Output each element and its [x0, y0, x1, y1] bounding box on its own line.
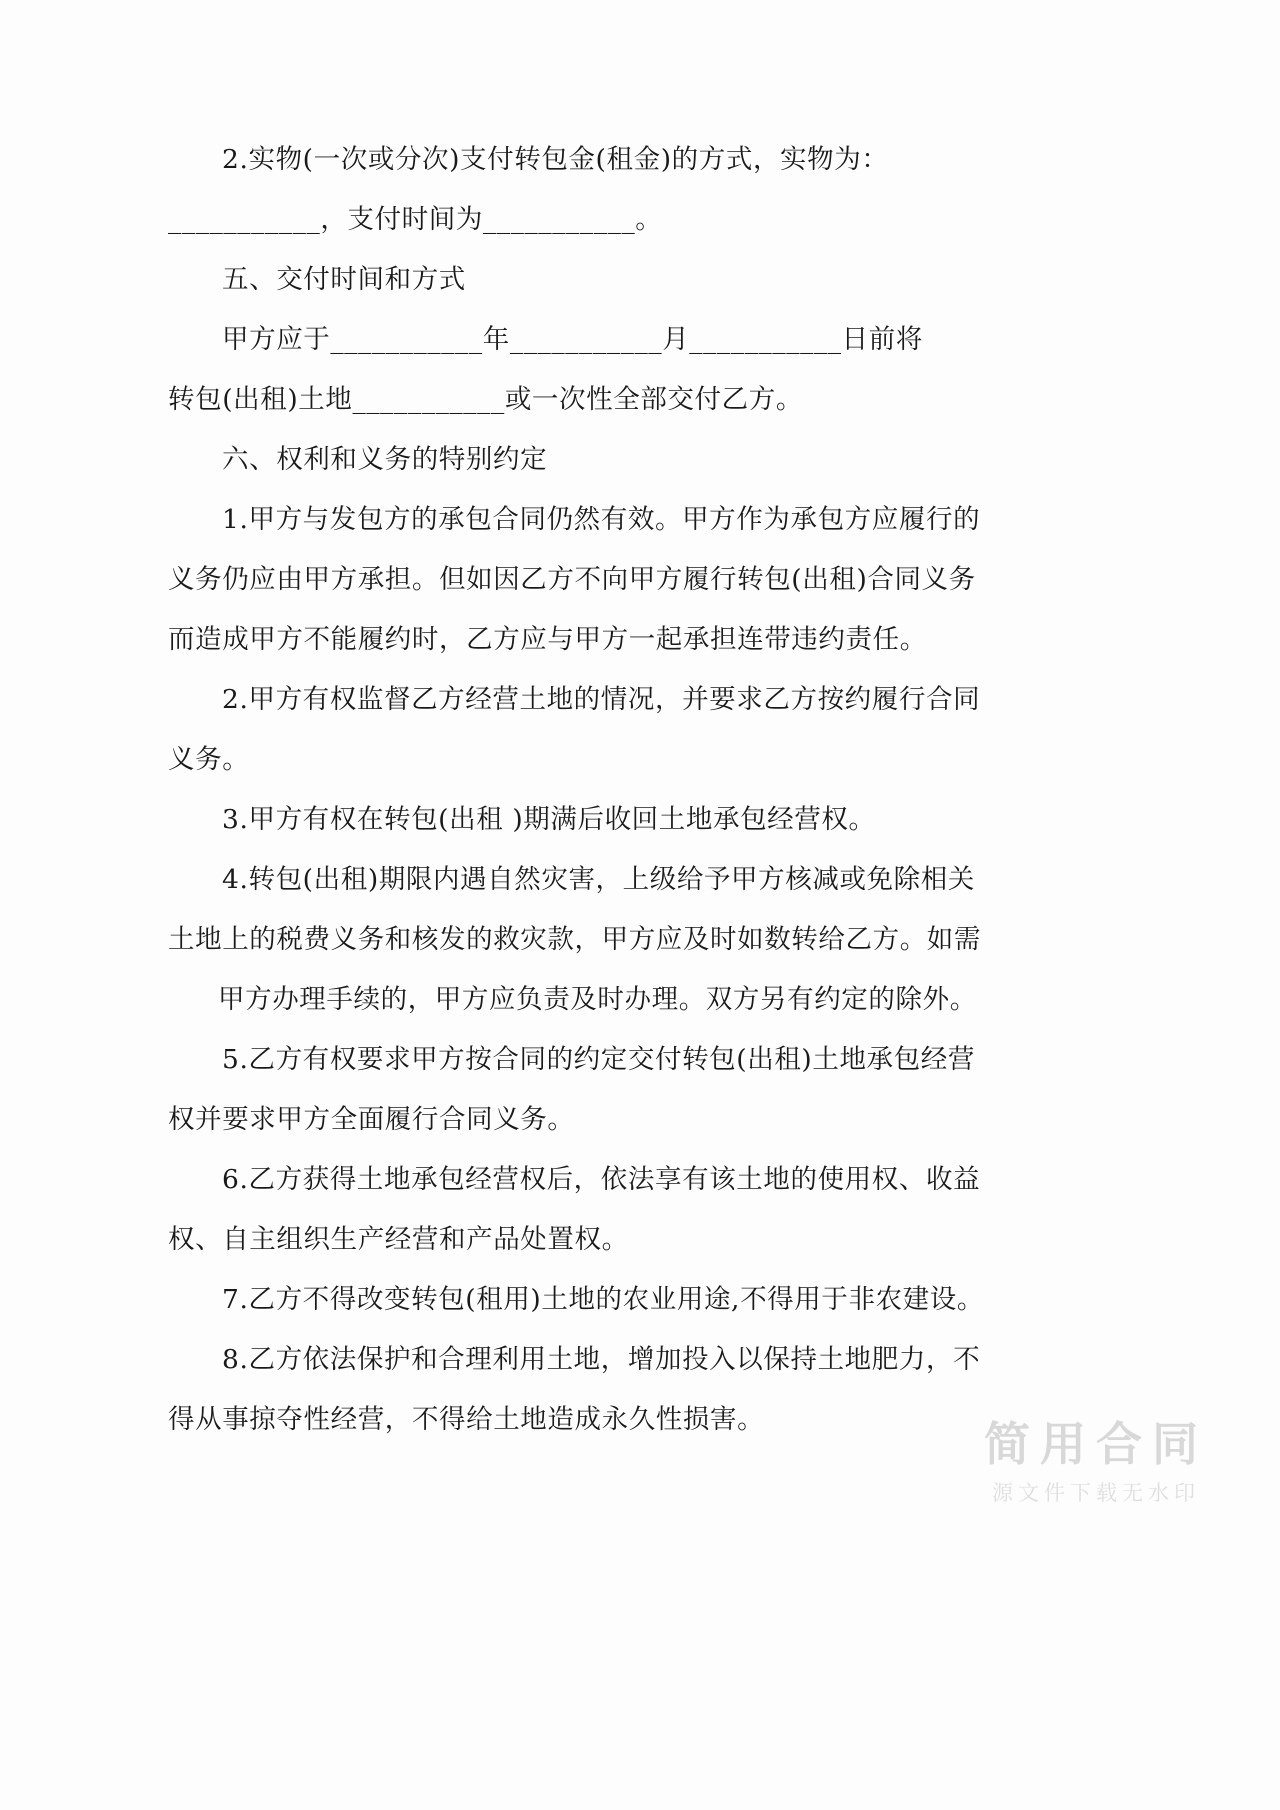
paragraph-line: 土地上的税费义务和核发的救灾款，甲方应及时如数转给乙方。如需 [168, 924, 981, 955]
section-heading-six: 六、权利和义务的特别约定 [222, 444, 548, 475]
paragraph-line: 得从事掠夺性经营，不得给土地造成永久性损害。 [168, 1404, 765, 1435]
paragraph-line: 2.实物(一次或分次)支付转包金(租金)的方式，实物为： [222, 144, 889, 175]
paragraph-line: 权并要求甲方全面履行合同义务。 [168, 1104, 575, 1135]
paragraph-line: 4.转包(出租)期限内遇自然灾害，上级给予甲方核减或免除相关 [222, 864, 975, 895]
paragraph-line: 义务。 [168, 744, 250, 775]
paragraph-line: 2.甲方有权监督乙方经营土地的情况，并要求乙方按约履行合同 [222, 684, 981, 715]
watermark-title: 简用合同 [984, 1417, 1208, 1471]
paragraph-line: 8.乙方依法保护和合理利用土地，增加投入以保持土地肥力，不 [222, 1344, 981, 1375]
paragraph-line: 3.甲方有权在转包(出租 )期满后收回土地承包经营权。 [222, 804, 876, 835]
section-heading-five: 五、交付时间和方式 [222, 264, 466, 295]
document-body [168, 130, 984, 1450]
paragraph-line: 义务仍应由甲方承担。但如因乙方不向甲方履行转包(出租)合同义务 [168, 564, 976, 595]
paragraph-line: 甲方应于___________年___________月___________日前将 [222, 324, 923, 355]
paragraph-line: 而造成甲方不能履约时，乙方应与甲方一起承担连带违约责任。 [168, 624, 927, 655]
paragraph-line: 5.乙方有权要求甲方按合同的约定交付转包(出租)土地承包经营 [222, 1044, 975, 1075]
paragraph-line: 甲方办理手续的，甲方应负责及时办理。双方另有约定的除外。 [218, 984, 977, 1015]
watermark-subtitle: 源文件下载无水印 [992, 1481, 1200, 1505]
paragraph-line: 权、自主组织生产经营和产品处置权。 [168, 1224, 629, 1255]
paragraph-line: ___________，支付时间为___________。 [168, 204, 663, 235]
paragraph-line: 1.甲方与发包方的承包合同仍然有效。甲方作为承包方应履行的 [222, 504, 981, 535]
paragraph-line: 7.乙方不得改变转包(租用)土地的农业用途,不得用于非农建设。 [222, 1284, 984, 1315]
paragraph-line: 6.乙方获得土地承包经营权后，依法享有该土地的使用权、收益 [222, 1164, 981, 1195]
paragraph-line: 转包(出租)土地___________或一次性全部交付乙方。 [168, 384, 803, 415]
